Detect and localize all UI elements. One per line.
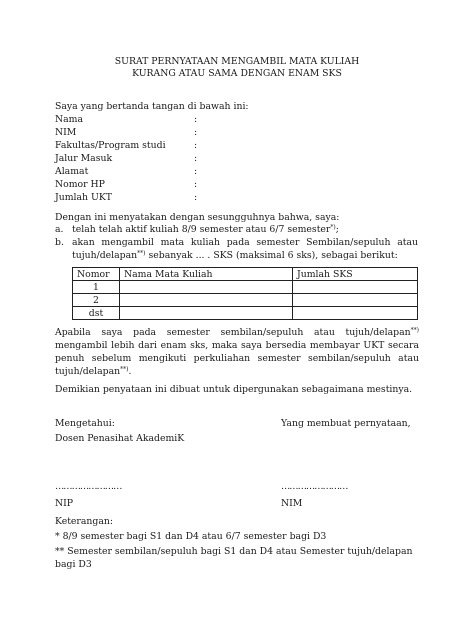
table-header-row bbox=[73, 268, 418, 281]
table-cell-sks bbox=[293, 307, 418, 320]
signature-right-id: NIM bbox=[281, 498, 303, 509]
table-cell-mata-kuliah bbox=[120, 294, 293, 307]
point-b-line-1: akan mengambil mata kuliah pada semester Sembilan/sepuluh atau bbox=[72, 237, 418, 248]
field-label-jumlah-ukt: Jumlah UKT bbox=[55, 192, 112, 203]
point-a-body: telah telah aktif kuliah 8/9 semester atau 6/7 semester bbox=[72, 224, 331, 235]
field-colon: : bbox=[194, 114, 198, 125]
intro-text: Saya yang bertanda tangan di bawah ini: bbox=[55, 101, 249, 112]
table-header-jumlah-sks: Jumlah SKS bbox=[293, 268, 418, 281]
table-cell-nomor: 1 bbox=[73, 281, 120, 294]
signature-left-title: Dosen Penasihat AkademiK bbox=[55, 433, 185, 444]
point-a-footnote-mark: *) bbox=[330, 224, 336, 231]
point-b-line-2-start: tujuh/delapan bbox=[72, 250, 138, 261]
statement-intro: Dengan ini menyatakan dengan sesungguhnya bahwa, saya: bbox=[55, 212, 340, 223]
title-line-1: SURAT PERNYATAAN MENGAMBIL MATA KULIAH bbox=[114, 56, 360, 67]
field-label-nim: NIM bbox=[55, 127, 77, 138]
conditional-text-middle: mengambil lebih dari enam sks, maka saya bersedia membayar UKT secara penuh sebelum mengikuti perkuliahan semester sembilan/sepuluh atau tujuh/delapan bbox=[55, 340, 419, 377]
point-b-line-2 bbox=[72, 250, 398, 262]
conditional-paragraph bbox=[55, 326, 419, 378]
field-colon: : bbox=[194, 127, 198, 138]
footnote-mark: **) bbox=[410, 327, 419, 334]
signature-left-id: NIP bbox=[55, 498, 74, 509]
point-a-end: ; bbox=[335, 224, 339, 235]
table-row bbox=[73, 281, 418, 294]
point-a-text bbox=[72, 224, 339, 236]
conditional-text-end: . bbox=[128, 366, 132, 377]
table-row bbox=[73, 294, 418, 307]
field-label-jalur-masuk: Jalur Masuk bbox=[55, 153, 113, 164]
signature-left-label: Mengetahui: bbox=[55, 418, 115, 429]
footnote-mark: **) bbox=[120, 366, 129, 373]
field-colon: : bbox=[194, 153, 198, 164]
table-cell-sks bbox=[293, 281, 418, 294]
signature-right-line: …………………… bbox=[281, 481, 348, 492]
field-colon: : bbox=[194, 166, 198, 177]
sks-table bbox=[72, 267, 418, 320]
title-line-2: KURANG ATAU SAMA DENGAN ENAM SKS bbox=[132, 68, 342, 79]
point-b-footnote-mark: **) bbox=[137, 250, 146, 257]
signature-left-line: …………………… bbox=[55, 481, 122, 492]
table-row bbox=[73, 307, 418, 320]
note-2-line-1: ** Semester sembilan/sepuluh bagi S1 dan D4 atau Semester tujuh/delapan bbox=[55, 546, 413, 557]
table-header-mata-kuliah: Nama Mata Kuliah bbox=[120, 268, 293, 281]
point-a-marker: a. bbox=[55, 224, 64, 235]
table-cell-nomor: 2 bbox=[73, 294, 120, 307]
note-2-line-2: bagi D3 bbox=[55, 559, 92, 570]
notes-heading: Keterangan: bbox=[55, 516, 114, 527]
closing-statement: Demikian penyataan ini dibuat untuk dipergunakan sebagaimana mestinya. bbox=[55, 384, 413, 395]
table-cell-sks bbox=[293, 294, 418, 307]
conditional-text-start: Apabila saya pada semester sembilan/sepuluh atau tujuh/delapan bbox=[55, 327, 411, 338]
field-label-nomor-hp: Nomor HP bbox=[55, 179, 105, 190]
table-cell-mata-kuliah bbox=[120, 307, 293, 320]
table-header-nomor: Nomor bbox=[73, 268, 120, 281]
point-b-marker: b. bbox=[55, 237, 64, 248]
signature-right-label: Yang membuat pernyataan, bbox=[281, 418, 411, 429]
table-cell-mata-kuliah bbox=[120, 281, 293, 294]
field-colon: : bbox=[194, 140, 198, 151]
field-label-alamat: Alamat bbox=[55, 166, 89, 177]
point-b-line-2-end: sebanyak ... . SKS (maksimal 6 sks), sebagai berikut: bbox=[145, 250, 398, 261]
field-colon: : bbox=[194, 192, 198, 203]
note-1: * 8/9 semester bagi S1 dan D4 atau 6/7 semester bagi D3 bbox=[55, 531, 327, 542]
field-label-fakultas: Fakultas/Program studi bbox=[55, 140, 166, 151]
field-label-nama: Nama bbox=[55, 114, 84, 125]
field-colon: : bbox=[194, 179, 198, 190]
table-cell-nomor: dst bbox=[73, 307, 120, 320]
